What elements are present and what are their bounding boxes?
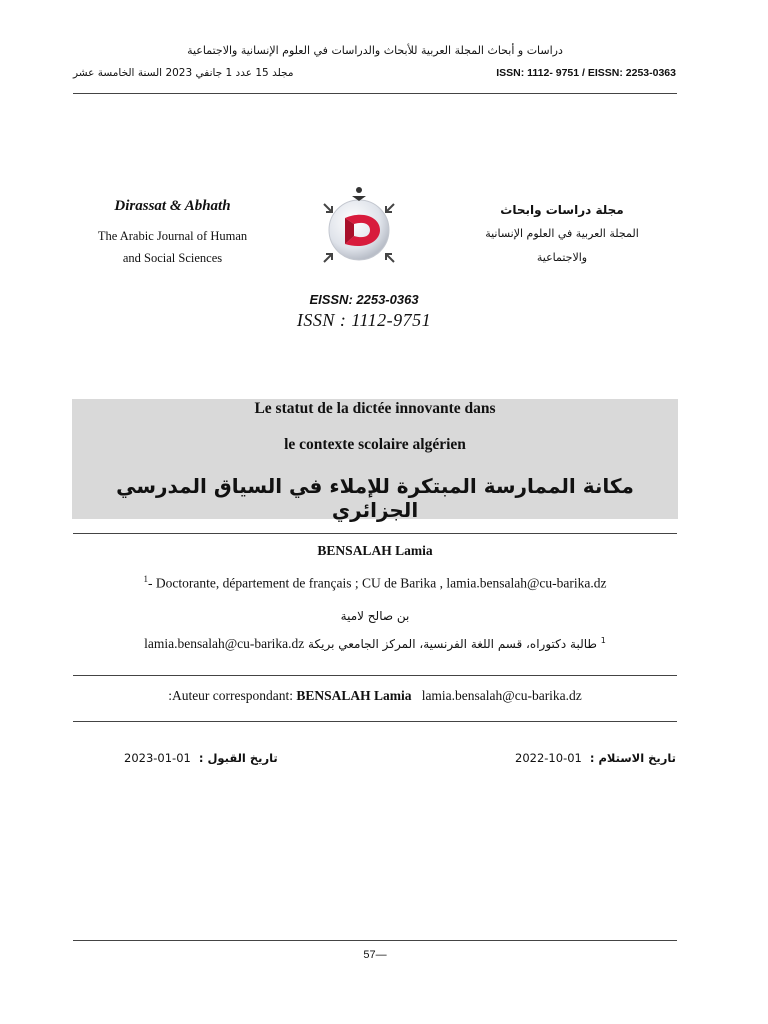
corresponding-email[interactable]: lamia.bensalah@cu-barika.dz [421, 688, 582, 703]
corresponding-name: BENSALAH Lamia [296, 688, 412, 703]
journal-masthead-ar [462, 198, 662, 270]
affiliation-marker-ar: 1 [600, 636, 606, 645]
journal-subtitle-ar-2: والاجتماعية [536, 251, 588, 264]
author-name-ar: بن صالح لامية [340, 609, 410, 623]
header-rule [73, 93, 677, 94]
accepted-date [124, 751, 278, 765]
accepted-value: 2023-01-01 [124, 751, 191, 765]
corresponding-label: :Auteur correspondant: [168, 688, 297, 703]
article-title-fr-line1: Le statut de la dictée innovante dans [254, 400, 496, 417]
article-title-ar: مكانة الممارسة المبتكرة للإملاء في السياق المدرسي الجزائري [116, 474, 634, 522]
issn-header: ISSN: 1112- 9751 / EISSN: 2253-0363 [496, 67, 676, 79]
journal-subtitle-en-1: The Arabic Journal of Human [97, 229, 248, 243]
corresponding-author [73, 688, 677, 704]
eissn-label: EISSN: 2253-0363 [309, 292, 419, 307]
journal-subtitle-en-2: and Social Sciences [122, 251, 223, 265]
affiliation-text-fr: - Doctorante, département de français ; CU de Barika , lamia.bensalah@cu-barika.dz [148, 575, 607, 591]
journal-name-en: Dirassat & Abhath [114, 198, 231, 214]
page-number: 57— [363, 949, 387, 961]
journal-name-ar: مجلة دراسات وابحاث [500, 203, 624, 217]
received-value: 2022-10-01 [515, 751, 582, 765]
affiliation-marker: 1 [143, 574, 148, 584]
author-affiliation-ar [73, 636, 677, 652]
accepted-label: تاريخ القبول : [198, 751, 278, 765]
footer-rule [73, 940, 677, 941]
journal-masthead-en [85, 198, 260, 269]
volume-info: مجلد 15 عدد 1 جانفي 2023 السنة الخامسة عشر [73, 67, 294, 79]
journal-header-title: دراسات و أبحاث المجلة العربية للأبحاث والدراسات في العلوم الإنسانية والاجتماعية [187, 44, 563, 57]
journal-logo [316, 184, 402, 270]
affiliation-text-ar: طالبة دكتوراه، قسم اللغة الفرنسية، المركز الجامعي بريكة [308, 637, 597, 651]
author-affiliation-fr [73, 574, 677, 592]
author-email-ar[interactable]: lamia.bensalah@cu-barika.dz [144, 636, 305, 651]
received-date [515, 751, 676, 765]
title-rule [73, 533, 677, 534]
article-title-fr-line2: le contexte scolaire algérien [284, 436, 466, 453]
correspondence-rule [73, 721, 677, 722]
author-rule [73, 675, 677, 676]
received-label: تاريخ الاستلام : [589, 751, 676, 765]
issn-label: ISSN : 1112-9751 [296, 310, 432, 330]
author-name-fr: BENSALAH Lamia [317, 543, 433, 558]
journal-subtitle-ar-1: المجلة العربية في العلوم الإنسانية [485, 227, 639, 240]
